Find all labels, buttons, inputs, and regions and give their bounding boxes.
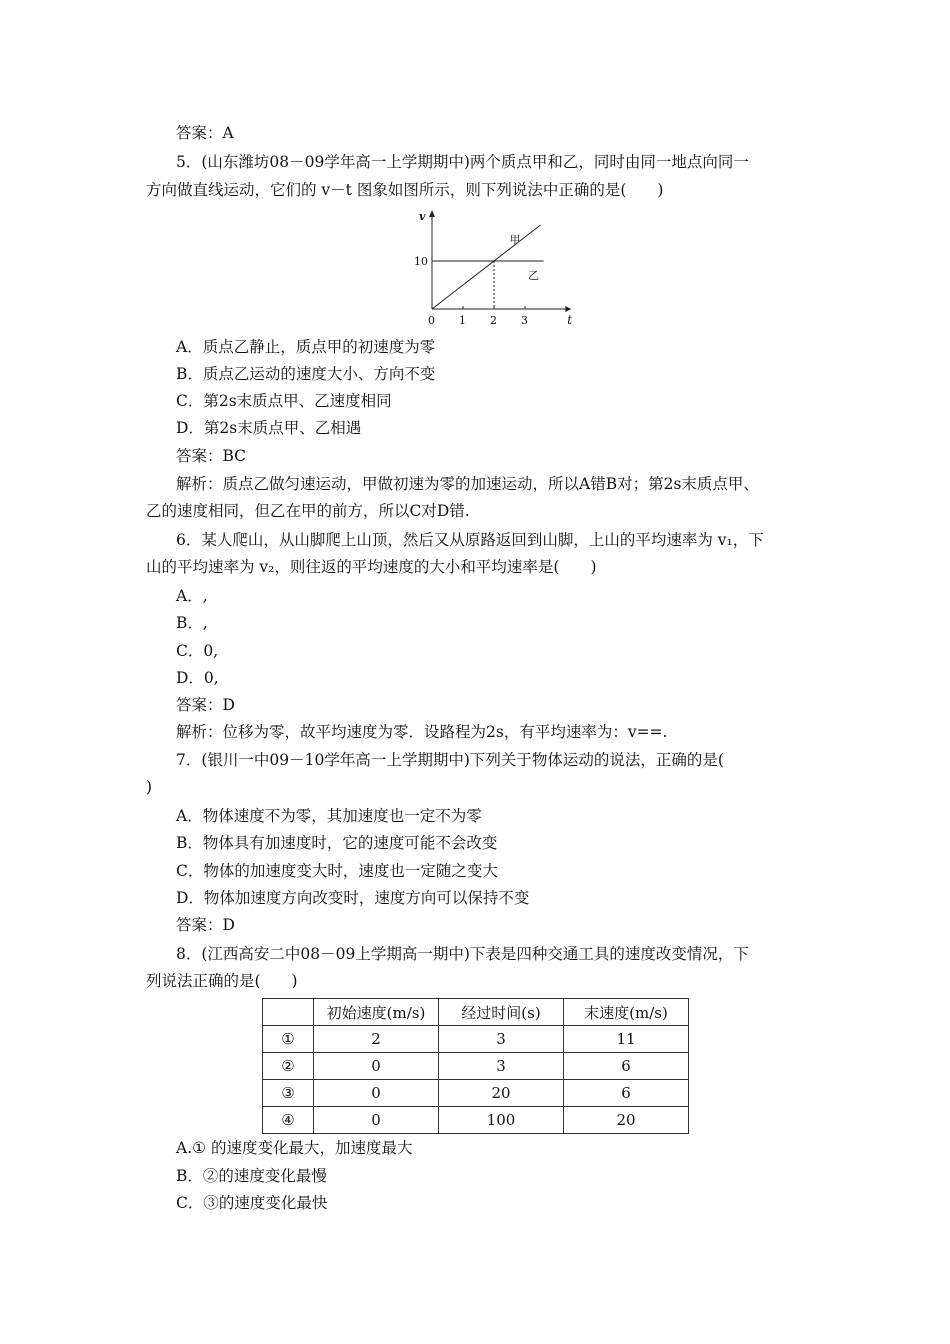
q8-stem-line1: 8．(江西高安二中08－09上学期高一期中)下表是四种交通工具的速度改变情况，下	[176, 945, 749, 963]
q7-stem-line1: 7．(银川一中09－10学年高一上学期期中)下列关于物体运动的说法，正确的是(	[176, 751, 724, 769]
y-axis-label: v	[419, 210, 426, 223]
q6-stem-line2: 山的平均速率为 v₂，则往返的平均速度的大小和平均速率是( )	[146, 558, 597, 576]
q5-analysis-line1: 解析：质点乙做匀速运动，甲做初速为零的加速运动，所以A错B对；第2s末质点甲、	[176, 475, 759, 493]
table-header-row	[263, 999, 689, 1026]
q5-option-a: A．质点乙静止，质点甲的初速度为零	[176, 338, 436, 356]
q8-option-a: A.① 的速度变化最大，加速度最大	[176, 1139, 413, 1157]
table-row	[263, 1053, 689, 1080]
table-cell: 20	[439, 1080, 564, 1107]
q5-option-b: B．质点乙运动的速度大小、方向不变	[176, 365, 436, 383]
y-axis-arrow	[429, 210, 435, 217]
q7-option-a: A．物体速度不为零，其加速度也一定不为零	[176, 807, 482, 825]
x-axis-arrow	[565, 306, 571, 312]
q6-option-d: D．0,	[176, 669, 219, 687]
q7-option-d: D．物体加速度方向改变时，速度方向可以保持不变	[176, 889, 530, 907]
q6-answer: 答案：D	[176, 696, 235, 714]
q8-option-b: B．②的速度变化最慢	[176, 1167, 327, 1185]
table-cell: 6	[564, 1080, 689, 1107]
table-header-cell: 末速度(m/s)	[564, 999, 689, 1026]
q6-option-a: A．,	[176, 587, 208, 605]
table-cell: 11	[564, 1026, 689, 1053]
table-cell: ②	[263, 1053, 314, 1080]
table-row	[263, 1026, 689, 1053]
q5-option-d: D．第2s末质点甲、乙相遇	[176, 419, 362, 437]
table-cell: 20	[564, 1107, 689, 1134]
q5-option-c: C．第2s末质点甲、乙速度相同	[176, 392, 392, 410]
x-tick-label: 2	[490, 314, 497, 327]
q4-answer: 答案：A	[176, 124, 234, 142]
series-yi-label: 乙	[528, 269, 540, 283]
table-cell: ④	[263, 1107, 314, 1134]
speed-table	[262, 998, 689, 1134]
q8-stem-line2: 列说法正确的是( )	[146, 972, 298, 990]
q6-analysis: 解析：位移为零，故平均速度为零．设路程为2s，有平均速率为：v==.	[176, 723, 668, 741]
x-axis-label: t	[567, 313, 573, 327]
x-tick-label: 1	[459, 314, 466, 327]
y-tick-label: 10	[414, 255, 428, 268]
table-cell: 3	[439, 1053, 564, 1080]
q5-answer: 答案：BC	[176, 447, 247, 465]
q5-stem-line1: 5．(山东潍坊08－09学年高一上学期期中)两个质点甲和乙，同时由同一地点向同一	[176, 153, 749, 171]
table-cell: 3	[439, 1026, 564, 1053]
q6-stem-line1: 6．某人爬山，从山脚爬上山顶，然后又从原路返回到山脚，上山的平均速率为 v₁，下	[176, 531, 764, 549]
table-cell: 0	[314, 1107, 439, 1134]
q8-option-c: C．③的速度变化最快	[176, 1194, 328, 1212]
table-cell: 100	[439, 1107, 564, 1134]
q6-option-c: C．0,	[176, 642, 219, 660]
q7-option-c: C．物体的加速度变大时，速度也一定随之变大	[176, 862, 498, 880]
table-cell: 0	[314, 1080, 439, 1107]
x-tick-label: 0	[428, 314, 435, 327]
q5-stem-line2: 方向做直线运动，它们的 v－t 图象如图所示，则下列说法中正确的是( )	[146, 181, 664, 199]
q7-option-b: B．物体具有加速度时，它的速度可能不会改变	[176, 834, 498, 852]
table-cell: 0	[314, 1053, 439, 1080]
q7-answer: 答案：D	[176, 916, 235, 934]
table-header-cell: 经过时间(s)	[439, 999, 564, 1026]
q7-stem-line2: )	[146, 778, 153, 796]
table-cell: ③	[263, 1080, 314, 1107]
series-jia-label: 甲	[509, 233, 521, 247]
vt-chart	[408, 206, 578, 330]
series-jia-line	[432, 225, 541, 309]
q5-analysis-line2: 乙的速度相同，但乙在甲的前方，所以C对D错.	[146, 502, 470, 520]
x-tick-label: 3	[521, 314, 528, 327]
q6-option-b: B．,	[176, 614, 208, 632]
table-cell: 6	[564, 1053, 689, 1080]
table-header-cell: 初始速度(m/s)	[314, 999, 439, 1026]
table-header-cell	[263, 999, 314, 1026]
table-cell: 2	[314, 1026, 439, 1053]
table-cell: ①	[263, 1026, 314, 1053]
table-row	[263, 1107, 689, 1134]
table-row	[263, 1080, 689, 1107]
